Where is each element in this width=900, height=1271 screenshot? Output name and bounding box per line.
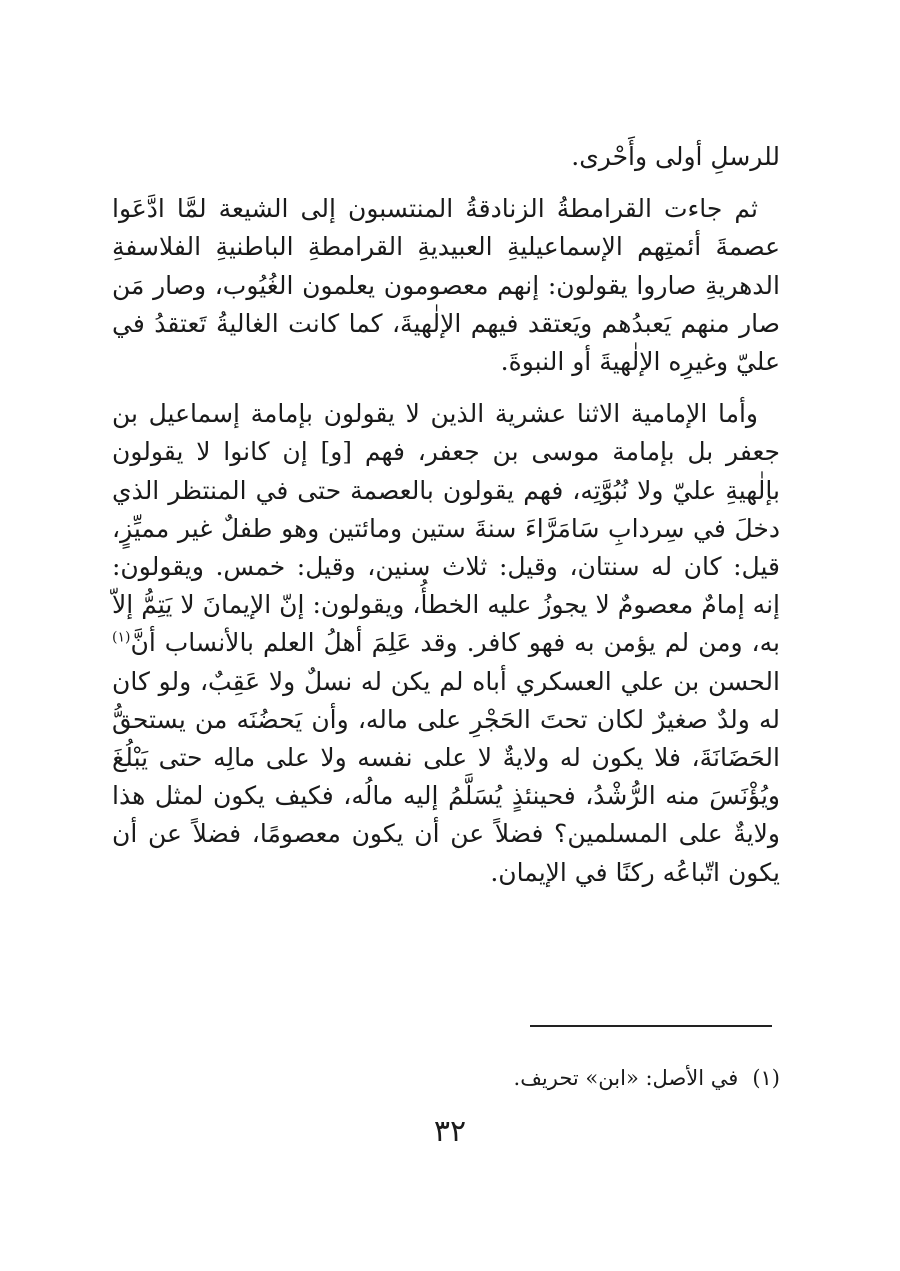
main-text [112,138,780,892]
paragraph-3 [112,395,780,892]
footnote-separator [530,1025,772,1027]
page-number: ٣٢ [433,1114,467,1149]
footnote-number: (١) [752,1066,780,1090]
footnote-text: في الأصل: «ابن» تحريف. [513,1066,739,1090]
paragraph-3-part-1: وأما الإمامية الاثنا عشرية الذين لا يقولون بإمامة إسماعيل بن جعفر بل بإمامة موسى بن جعفر، فهم [و] إن كانوا لا يقولون بإلٰهيةِ عليّ ولا نُبُوَّتِه، فهم يقولون بالعصمة حتى في المنتظر الذي دخلَ في سِردابِ سَامَرَّاءَ سنةَ ستين ومائتين وهو طفلٌ غير مميِّزٍ، قيل: كان له سنتان، وقيل: ثلاث سنين، وقيل: خمس. ويقولون: إنه إمامٌ معصومٌ لا يجوزُ عليه الخطأُ، ويقولون: إنّ الإيمانَ لا يَتِمُّ إلاّ به، ومن لم يؤمن به فهو كافر. وقد عَلِمَ أهلُ العلم بالأنساب أنَّ [112,399,780,658]
paragraph-3-part-2: الحسن بن علي العسكري أباه لم يكن له نسلٌ ولا عَقِبٌ، ولو كان له ولدٌ صغيرٌ لكان تحتَ الحَجْرِ على ماله، وأن يَحضُنَه من يستحقُّ الحَضَانَةَ، فلا يكون له ولايةٌ لا على نفسه ولا على مالِه حتى يَبْلُغَ ويُؤْنَسَ منه الرُّشْدُ، فحينئذٍ يُسَلَّمُ إليه مالُه، فكيف يكون لمثل هذا ولايةٌ على المسلمين؟ فضلاً عن أن يكون معصومًا، فضلاً عن أن يكون اتّباعُه ركنًا في الإيمان. [112,666,780,887]
footnote-reference[interactable]: (١) [112,630,131,647]
footnote [400,1064,780,1092]
paragraph-1: للرسلِ أولى وأَحْرى. [571,142,780,171]
paragraph-2: ثم جاءت القرامطةُ الزنادقةُ المنتسبون إلى الشيعة لمَّا ادَّعَوا عصمةَ أئمتِهم الإسماعيليةِ العبيديةِ القرامطةِ الباطنيةِ الفلاسفةِ الدهريةِ صاروا يقولون: إنهم معصومون يعلمون الغُيُوب، وصار مَن صار منهم يَعبدُهم ويَعتقد فيهم الإلٰهيةَ، كما كانت الغاليةُ تَعتقدُ في عليّ وغيرِه الإلٰهيةَ أو النبوةَ. [112,194,780,377]
